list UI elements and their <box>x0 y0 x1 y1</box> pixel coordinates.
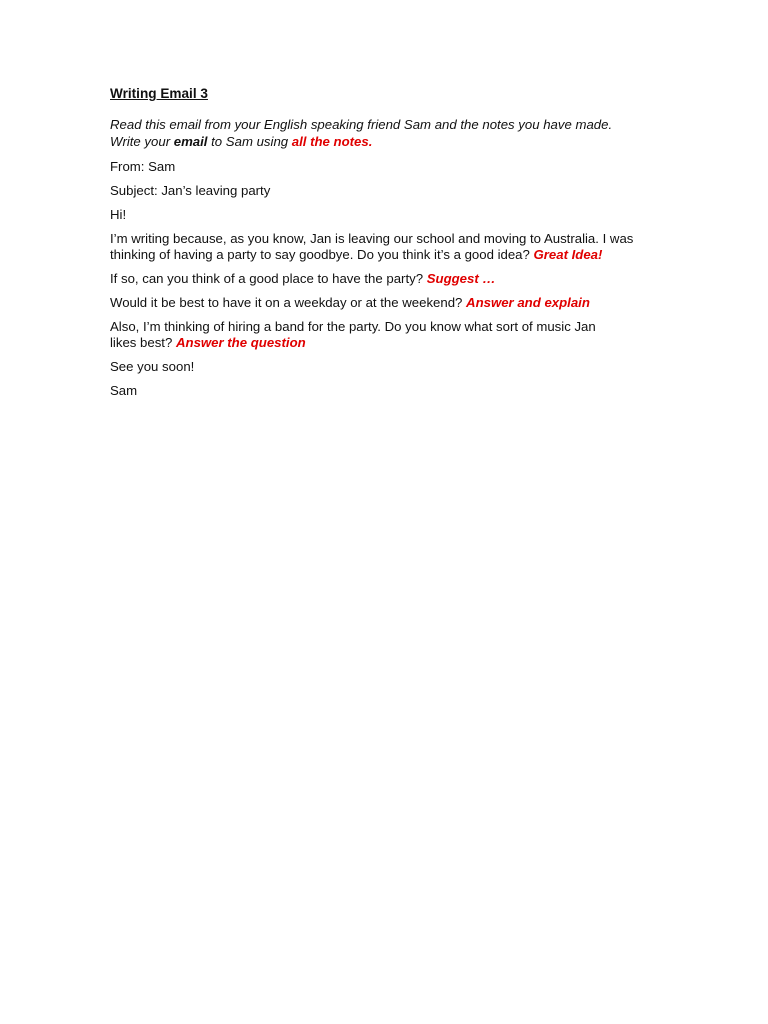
instructions-note: all the notes. <box>291 134 373 149</box>
email-paragraph-3-text: Would it be best to have it on a weekday or at the weekend? <box>110 295 467 310</box>
email-paragraph-4-line-2 <box>110 335 710 351</box>
email-paragraph-1-line-2 <box>110 247 710 263</box>
instructions-line-2 <box>110 133 710 150</box>
note-great-idea: Great Idea! <box>533 247 603 262</box>
worksheet-page <box>110 84 710 407</box>
instructions-line-2-start: Write your <box>110 134 174 149</box>
email-paragraph-4-text: likes best? <box>110 335 176 350</box>
email-paragraph-3 <box>110 295 710 311</box>
instructions-line-2-middle: to Sam using <box>207 134 292 149</box>
instructions-email-word: email <box>173 134 208 149</box>
email-from: From: Sam <box>110 159 176 174</box>
email-paragraph-1-text: thinking of having a party to say goodbye. Do you think it’s a good idea? <box>110 247 534 262</box>
email-paragraph-2 <box>110 271 710 287</box>
instructions <box>110 116 710 150</box>
email-signature: Sam <box>110 383 138 398</box>
email-paragraph-2-text: If so, can you think of a good place to have the party? <box>110 271 427 286</box>
email-paragraph-4-line-1: Also, I’m thinking of hiring a band for the party. Do you know what sort of music Jan <box>110 319 596 334</box>
instructions-line-1: Read this email from your English speaking friend Sam and the notes you have made. <box>110 117 613 132</box>
email-paragraph-4 <box>110 319 710 351</box>
note-suggest: Suggest … <box>426 271 496 286</box>
email-paragraph-1 <box>110 231 710 263</box>
note-answer-and-explain: Answer and explain <box>466 295 590 310</box>
page-title: Writing Email 3 <box>110 86 208 101</box>
email-closing: See you soon! <box>110 359 195 374</box>
email-subject: Subject: Jan’s leaving party <box>110 183 271 198</box>
email-greeting: Hi! <box>110 207 127 222</box>
email-paragraph-1-line-1: I’m writing because, as you know, Jan is leaving our school and moving to Australia. I was <box>110 231 634 246</box>
note-answer-the-question: Answer the question <box>175 335 306 350</box>
